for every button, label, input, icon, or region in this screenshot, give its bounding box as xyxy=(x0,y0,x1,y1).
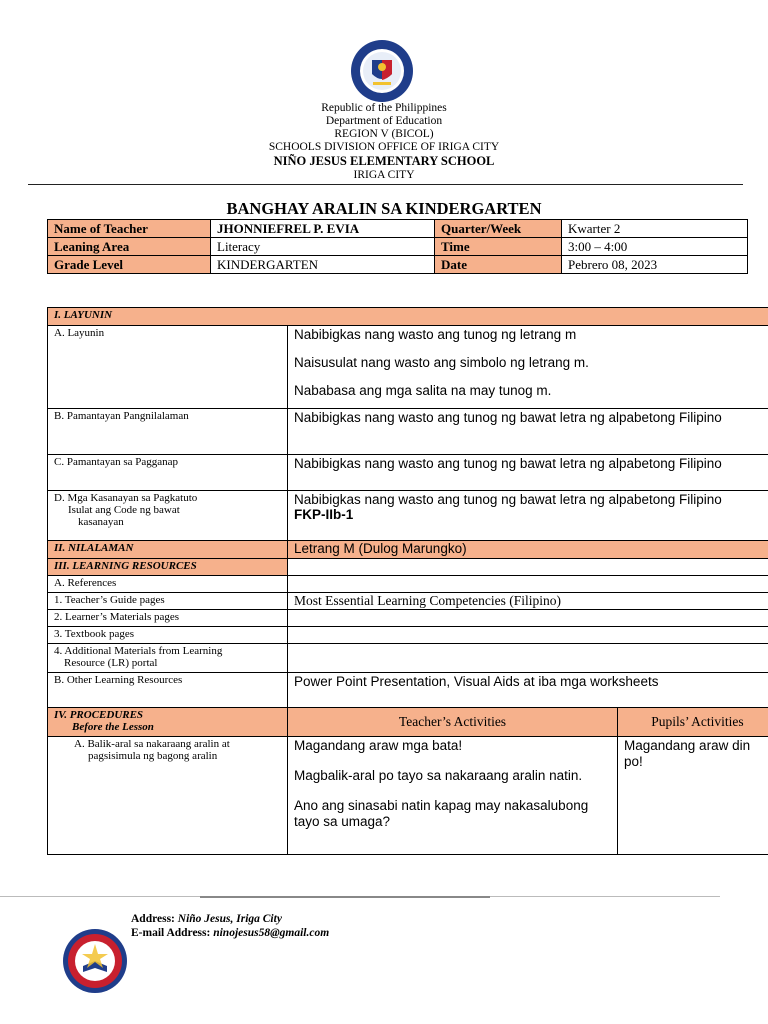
pamantayan-pangnilalaman-value: Nabibigkas nang wasto ang tunog ng bawat letra ng alpabetong Filipino xyxy=(288,409,768,455)
document-title: BANGHAY ARALIN SA KINDERGARTEN xyxy=(226,199,542,218)
email-line xyxy=(131,926,329,940)
other-resources-label: B. Other Learning Resources xyxy=(48,673,288,708)
area-label: Leaning Area xyxy=(48,238,211,256)
table-row xyxy=(48,256,748,274)
time-label: Time xyxy=(435,238,562,256)
references-label: A. References xyxy=(48,576,288,593)
email-label: E-mail Address: xyxy=(131,927,211,939)
kasanayan-label-line: Isulat ang Code ng bawat xyxy=(68,504,180,516)
other-resources-value: Power Point Presentation, Visual Aids at iba mga worksheets xyxy=(288,673,768,708)
table-row xyxy=(48,593,768,610)
additional-materials-label xyxy=(48,644,288,673)
quarter-label: Quarter/Week xyxy=(435,220,562,238)
before-lesson-label: Before the Lesson xyxy=(72,721,154,733)
pupil-activity-cell: Magandang araw din po! xyxy=(618,737,768,855)
balik-aral-label xyxy=(48,737,288,855)
pamantayan-pangnilalaman-label: B. Pamantayan Pangnilalaman xyxy=(48,409,288,455)
table-row xyxy=(48,220,748,238)
date-label: Date xyxy=(435,256,562,274)
table-row xyxy=(48,308,768,326)
table-row xyxy=(48,610,768,627)
quarter-value: Kwarter 2 xyxy=(562,220,748,238)
time-value: 3:00 – 4:00 xyxy=(562,238,748,256)
textbook-label: 3. Textbook pages xyxy=(48,627,288,644)
layunin-items xyxy=(288,326,768,409)
header-divider xyxy=(28,184,743,185)
table-row xyxy=(48,326,768,409)
teacher-line: Magandang araw mga bata! xyxy=(294,738,463,753)
nilalaman-heading: II. NILALAMAN xyxy=(48,541,288,559)
additional-materials-empty xyxy=(288,644,768,673)
procedures-title: IV. PROCEDURES xyxy=(54,709,144,721)
header-department: Department of Education xyxy=(325,115,443,127)
table-row xyxy=(48,455,768,491)
header-school-name: NIÑO JESUS ELEMENTARY SCHOOL xyxy=(273,154,495,168)
table-row xyxy=(48,559,768,576)
nilalaman-value: Letrang M (Dulog Marungko) xyxy=(288,541,768,559)
footer-address xyxy=(131,912,329,940)
additional-materials-line: Resource (LR) portal xyxy=(64,657,158,669)
lesson-plan-table xyxy=(47,307,768,855)
teacher-line: Magbalik-aral po tayo sa nakaraang aralin natin. xyxy=(294,768,583,783)
pupil-activities-header: Pupils’ Activities xyxy=(618,708,768,737)
teacher-label: Name of Teacher xyxy=(48,220,211,238)
layunin-item: Nababasa ang mga salita na may tunog m. xyxy=(294,383,552,398)
table-row xyxy=(48,576,768,593)
table-row xyxy=(48,644,768,673)
email-value[interactable]: ninojesus58@gmail.com xyxy=(213,927,330,939)
kasanayan-label-line: kasanayan xyxy=(78,516,124,528)
address-value: Niño Jesus, Iriga City xyxy=(177,913,282,925)
kasanayan-label-line: D. Mga Kasanayan sa Pagkatuto xyxy=(54,492,198,504)
address-line xyxy=(131,912,329,926)
teacher-activity-cell xyxy=(288,737,618,855)
kasanayan-code: FKP-IIb-1 xyxy=(294,507,354,522)
table-row xyxy=(48,708,768,737)
teachers-guide-label: 1. Teacher’s Guide pages xyxy=(48,593,288,610)
table-row xyxy=(48,673,768,708)
grade-label: Grade Level xyxy=(48,256,211,274)
header-republic: Republic of the Philippines xyxy=(321,102,447,114)
date-value: Pebrero 08, 2023 xyxy=(562,256,748,274)
kasanayan-value xyxy=(288,491,768,541)
header-city: IRIGA CITY xyxy=(353,169,415,181)
teacher-value: JHONNIEFREL P. EVIA xyxy=(211,220,435,238)
info-table xyxy=(47,219,748,274)
procedures-heading xyxy=(48,708,288,737)
header-division: SCHOOLS DIVISION OFFICE OF IRIGA CITY xyxy=(268,141,500,153)
additional-materials-line: 4. Additional Materials from Learning xyxy=(54,645,223,657)
layunin-item: Nabibigkas nang wasto ang tunog ng letrang m xyxy=(294,327,577,342)
layunin-label: A. Layunin xyxy=(48,326,288,409)
pamantayan-pagganap-label: C. Pamantayan sa Pagganap xyxy=(48,455,288,491)
table-row xyxy=(48,737,768,855)
school-seal-icon xyxy=(62,928,128,994)
teacher-line: Ano ang sinasabi natin kapag may nakasalubong tayo sa umaga? xyxy=(294,798,589,829)
teachers-guide-value: Most Essential Learning Competencies (Filipino) xyxy=(288,593,768,610)
table-row xyxy=(48,541,768,559)
resources-empty xyxy=(288,559,768,576)
kasanayan-text: Nabibigkas nang wasto ang tunog ng bawat letra ng alpabetong Filipino xyxy=(294,492,722,507)
textbook-empty xyxy=(288,627,768,644)
area-value: Literacy xyxy=(211,238,435,256)
pamantayan-pagganap-value: Nabibigkas nang wasto ang tunog ng bawat letra ng alpabetong Filipino xyxy=(288,455,768,491)
teacher-activities-header: Teacher’s Activities xyxy=(288,708,618,737)
header-region: REGION V (BICOL) xyxy=(334,128,434,140)
balik-aral-line: A. Balik-aral sa nakaraang aralin at xyxy=(74,738,230,750)
balik-aral-line: pagsisimula ng bagong aralin xyxy=(88,750,218,762)
layunin-item: Naisusulat nang wasto ang simbolo ng letrang m. xyxy=(294,355,589,370)
learners-materials-label: 2. Learner’s Materials pages xyxy=(48,610,288,627)
table-row xyxy=(48,491,768,541)
layunin-heading: I. LAYUNIN xyxy=(48,308,768,326)
grade-value: KINDERGARTEN xyxy=(211,256,435,274)
footer-divider-accent xyxy=(200,896,490,898)
table-row xyxy=(48,627,768,644)
learners-materials-empty xyxy=(288,610,768,627)
references-empty xyxy=(288,576,768,593)
deped-seal-icon xyxy=(343,38,421,104)
table-row xyxy=(48,238,748,256)
table-row xyxy=(48,409,768,455)
resources-heading: III. LEARNING RESOURCES xyxy=(48,559,288,576)
address-label: Address: xyxy=(131,913,175,925)
kasanayan-label xyxy=(48,491,288,541)
